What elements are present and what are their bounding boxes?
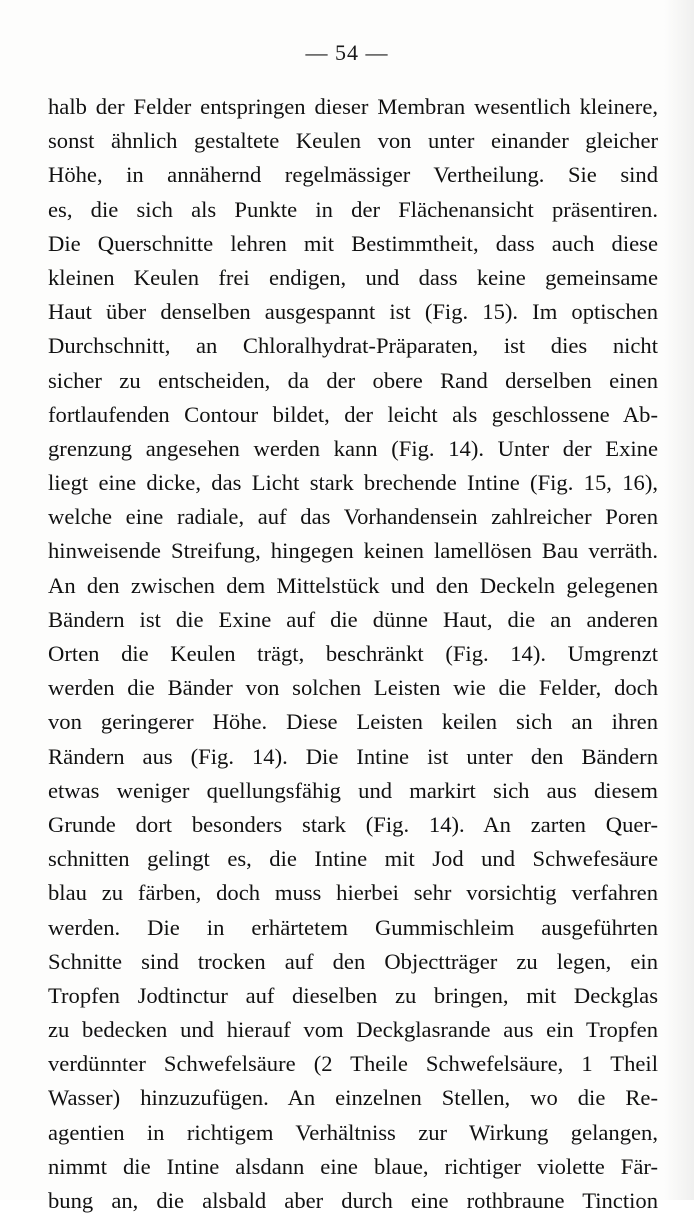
text-line: sonst ähnlich gestaltete Keulen von unter einander gleicher (48, 128, 658, 154)
text-line: Orten die Keulen trägt, beschränkt (Fig. 14). Umgrenzt (48, 641, 658, 666)
text-line: grenzung angesehen werden kann (Fig. 14). Unter der Exine (48, 435, 658, 461)
page-number: — 54 — (305, 40, 389, 65)
text-line: werden die Bänder von solchen Leisten wie die Felder, doch (48, 675, 658, 701)
text-line: fortlaufenden Contour bildet, der leicht als geschlossene Ab- (48, 401, 658, 427)
text-line: Haut über denselben ausgespannt ist (Fig. 15). Im optischen (48, 299, 658, 325)
text-line: halb der Felder entspringen dieser Membran wesentlich kleinere, (48, 94, 658, 119)
text-line: welche eine radiale, auf das Vorhandensein zahlreicher Poren (48, 504, 658, 530)
text-line: Die Querschnitte lehren mit Bestimmtheit, dass auch diese (48, 230, 658, 256)
text-line: etwas weniger quellungsfähig und markirt sich aus diesem (48, 777, 658, 803)
text-line: agentien in richtigem Verhältniss zur Wirkung gelangen, (48, 1119, 658, 1145)
text-line: sicher zu entscheiden, da der obere Rand derselben einen (48, 367, 658, 393)
text-line: schnitten gelingt es, die Intine mit Jod und Schwefesäure (48, 846, 658, 872)
text-line: Durchschnitt, an Chloralhydrat-Präparaten, ist dies nicht (48, 333, 658, 359)
text-line: verdünnter Schwefelsäure (2 Theile Schwefelsäure, 1 Theil (48, 1051, 658, 1077)
text-line: An den zwischen dem Mittelstück und den Deckeln gelegenen (48, 572, 658, 598)
text-line: von geringerer Höhe. Diese Leisten keilen sich an ihren (48, 709, 658, 735)
text-line: blau zu färben, doch muss hierbei sehr vorsichtig verfahren (48, 880, 658, 906)
text-line: hinweisende Streifung, hingegen keinen lamellösen Bau verräth. (48, 538, 658, 564)
text-line: Höhe, in annähernd regelmässiger Vertheilung. Sie sind (48, 162, 658, 188)
text-line: Bändern ist die Exine auf die dünne Haut, die an anderen (48, 606, 658, 632)
text-line: kleinen Keulen frei endigen, und dass keine gemeinsame (48, 264, 658, 290)
page-edge-shadow (664, 0, 694, 1200)
text-line: bung an, die alsbald aber durch eine rothbraune Tinction (48, 1188, 658, 1213)
text-line: liegt eine dicke, das Licht stark brechende Intine (Fig. 15, 16), (48, 470, 658, 496)
text-line: nimmt die Intine alsdann eine blaue, richtiger violette Fär- (48, 1153, 658, 1179)
text-line: Tropfen Jodtinctur auf dieselben zu bringen, mit Deckglas (48, 982, 658, 1008)
body-text (48, 90, 658, 1218)
text-line: es, die sich als Punkte in der Flächenansicht präsentiren. (48, 196, 658, 222)
text-line: Grunde dort besonders stark (Fig. 14). An zarten Quer- (48, 811, 658, 837)
text-line: werden. Die in erhärtetem Gummischleim ausgeführten (48, 914, 658, 940)
text-line: Schnitte sind trocken auf den Objectträger zu legen, ein (48, 948, 658, 974)
text-line: zu bedecken und hierauf vom Deckglasrande aus ein Tropfen (48, 1017, 658, 1043)
text-line: Wasser) hinzuzufügen. An einzelnen Stellen, wo die Re- (48, 1085, 658, 1111)
text-line: Rändern aus (Fig. 14). Die Intine ist unter den Bändern (48, 743, 658, 769)
